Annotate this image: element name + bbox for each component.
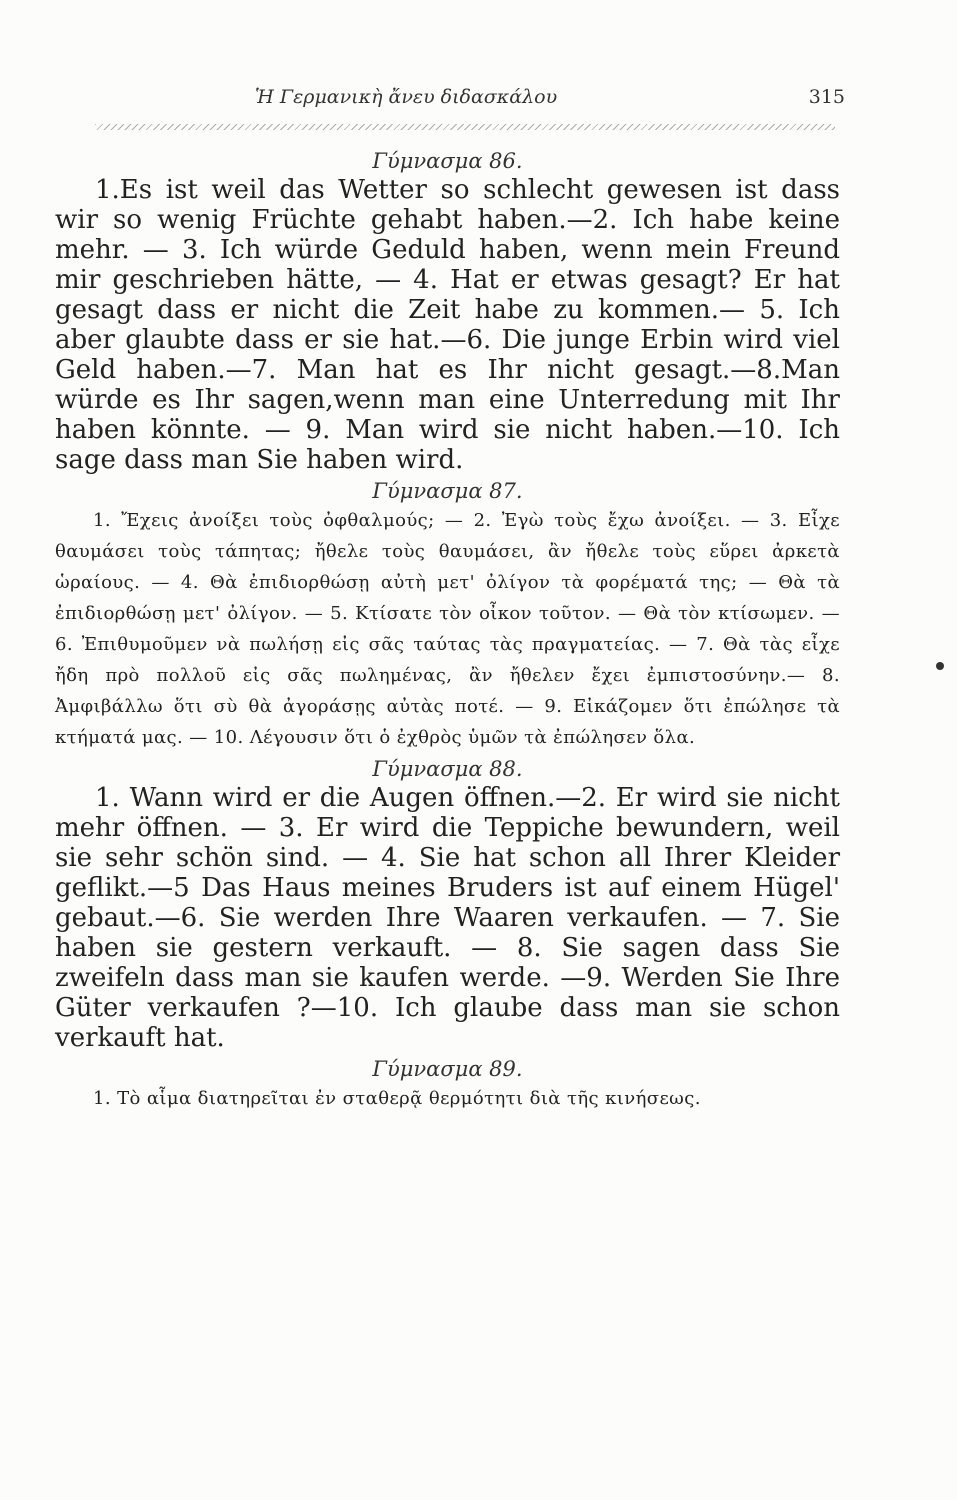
exercise-heading: Γύμνασμα 88. bbox=[372, 757, 523, 781]
exercise-87 bbox=[55, 479, 840, 753]
page-body bbox=[55, 145, 840, 1116]
exercise-89 bbox=[55, 1057, 840, 1114]
exercise-heading: Γύμνασμα 89. bbox=[372, 1057, 523, 1081]
exercise-heading: Γύμνασμα 87. bbox=[372, 479, 523, 503]
exercise-heading: Γύμνασμα 86. bbox=[372, 149, 523, 173]
page-number: 315 bbox=[808, 86, 845, 108]
exercise-88 bbox=[55, 757, 840, 1053]
exercise-text: 1. Τὸ αἷμα διατηρεῖται ἐν σταθερᾷ θερμότητι διὰ τῆς κινήσεως. bbox=[93, 1088, 701, 1109]
exercise-text: 1. Wann wird er die Augen öffnen.—2. Er wird sie nicht mehr öffnen. — 3. Er wird die Teppiche bewundern, weil sie sehr schön sind. — 4. Sie hat schon all Ihrer Kleider geflikt.—5 Das Haus meines Bruders ist auf einem Hügel' gebaut.—6. Sie werden Ihre Waaren verkaufen. — 7. Sie haben sie gestern verkauft. — 8. Sie sagen dass Sie zweifeln dass man sie kaufen werde. —9. Werden Sie Ihre Güter verkaufen ?—10. Ich glaube dass man sie schon verkauft hat. bbox=[55, 783, 840, 1053]
exercise-text: 1.Es ist weil das Wetter so schlecht gewesen ist dass wir so wenig Früchte gehabt haben.—2. Ich habe keine mehr. — 3. Ich würde Geduld haben, wenn mein Freund mir geschrieben hätte, — 4. Hat er etwas gesagt? Er hat gesagt dass er nicht die Zeit habe zu kommen.— 5. Ich aber glaubte dass er sie hat.—6. Die junge Erbin wird viel Geld haben.—7. Man hat es Ihr nicht gesagt.—8.Man würde es Ihr sagen,wenn man eine Unterredung mit Ihr haben könnte. — 9. Man wird sie nicht haben.—10. Ich sage dass man Sie haben wird. bbox=[55, 175, 840, 475]
exercise-text: 1. Ἔχεις ἀνοίξει τοὺς ὀφθαλμούς; — 2. Ἐγὼ τοὺς ἔχω ἀνοίξει. — 3. Εἶχε θαυμάσει τοὺς τάπητας; ἤθελε τοὺς θαυμάσει, ἂν ἤθελε τοὺς εὕρει ἀρκετὰ ὡραίους. — 4. Θὰ ἐπιδιορθώσῃ αὐτὴ μετ' ὀλίγον τὰ φορέματά της; — Θὰ τὰ ἐπιδιορθώσῃ μετ' ὀλίγον. — 5. Κτίσατε τὸν οἶκον τοῦτον. — Θὰ τὸν κτίσωμεν. — 6. Ἐπιθυμοῦμεν νὰ πωλήσῃ εἰς σᾶς ταύτας τὰς πραγματείας. — 7. Θὰ τὰς εἶχε ἤδη πρὸ πολλοῦ εἰς σᾶς πωλημένας, ἂν ἤθελεν ἔχει ἐμπιστοσύνην.— 8. Ἀμφιβάλλω ὅτι σὺ θὰ ἀγοράσῃς αὐτὰς ποτέ. — 9. Εἰκάζομεν ὅτι ἐπώλησε τὰ κτήματά μας. — 10. Λέγουσιν ὅτι ὁ ἐχθρὸς ὑμῶν τὰ ἐπώλησεν ὅλα. bbox=[55, 510, 840, 748]
ink-dot bbox=[936, 662, 944, 670]
running-title: Ἡ Γερμανικὴ ἄνευ διδασκάλου bbox=[255, 86, 558, 108]
header-rule bbox=[95, 124, 835, 130]
exercise-86 bbox=[55, 149, 840, 475]
